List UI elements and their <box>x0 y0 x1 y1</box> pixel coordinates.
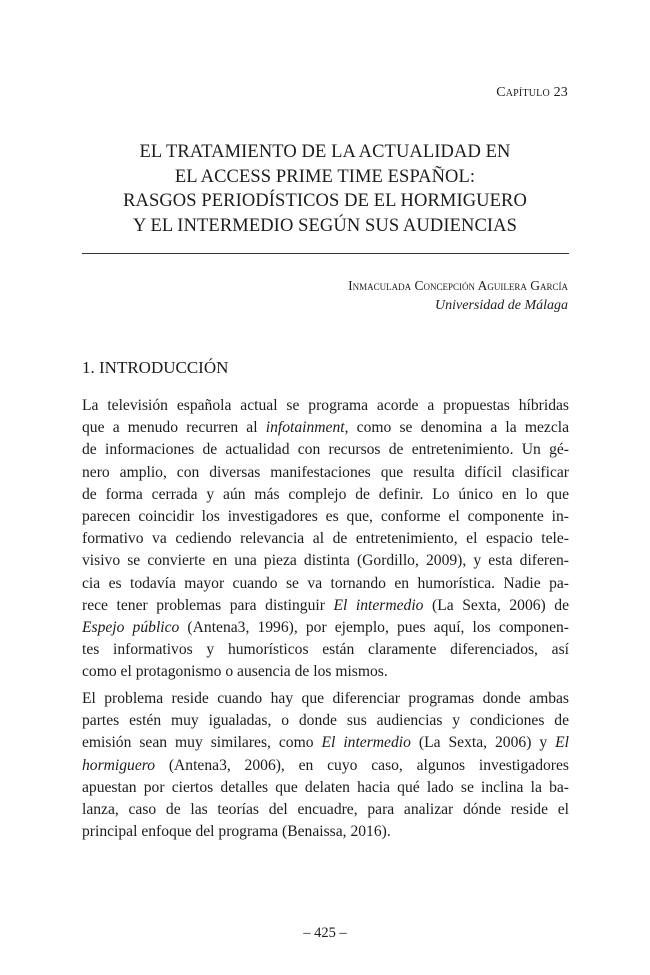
text-line <box>82 639 569 661</box>
text-run: , como se denomina a la mezcla <box>344 419 569 437</box>
text-run: formativo va cediendo relevancia al de entretenimiento, el espacio tele- <box>82 530 569 548</box>
title-line: RASGOS PERIODÍSTICOS DE EL HORMIGUERO <box>123 191 527 211</box>
text-line <box>82 661 569 683</box>
author-name: Inmaculada Concepción Aguilera García <box>348 278 568 293</box>
text-run: partes estén muy igualadas, o donde sus audiencias y condiciones de <box>82 712 569 730</box>
text-run: cia es todavía mayor cuando se va tornando en humorística. Nadie pa- <box>82 574 569 592</box>
text-line <box>82 777 569 799</box>
text-line <box>82 755 569 777</box>
text-run: principal enfoque del programa (Benaissa, 2016). <box>82 823 391 841</box>
text-line <box>82 550 569 572</box>
text-run: (La Sexta, 2006) y <box>410 734 556 752</box>
italic-title: Espejo público <box>82 618 180 636</box>
italic-title: infotainment <box>265 419 345 437</box>
text-run: (Antena3, 2006), en cuyo caso, algunos investigadores <box>155 756 569 774</box>
text-line <box>82 417 569 439</box>
title-line: EL TRATAMIENTO DE LA ACTUALIDAD EN <box>139 142 511 162</box>
title-line: EL ACCESS PRIME TIME ESPAÑOL: <box>174 166 476 187</box>
text-run: visivo se convierte en una pieza distinta (Gordillo, 2009), y esta diferen- <box>82 552 569 570</box>
text-line <box>82 573 569 595</box>
title-line: Y EL INTERMEDIO SEGÚN SUS AUDIENCIAS <box>132 215 518 236</box>
text-run: nero amplio, con diversas manifestaciones que resulta difícil clasificar <box>82 463 569 481</box>
title-divider <box>82 253 569 254</box>
text-line <box>82 506 569 528</box>
author-affiliation: Universidad de Málaga <box>435 298 568 313</box>
text-run: El problema reside cuando hay que diferenciar programas donde ambas <box>82 690 569 707</box>
text-line <box>82 617 569 639</box>
paragraph-2 <box>82 688 569 843</box>
text-line <box>82 462 569 484</box>
section-heading: 1. INTRODUCCIÓN <box>82 358 229 377</box>
chapter-label: Capítulo 23 <box>496 85 568 100</box>
text-run: tes informativos y humorísticos están claramente diferenciados, así <box>82 641 569 659</box>
text-line <box>82 799 569 821</box>
text-run: rece tener problemas para distinguir <box>82 596 334 614</box>
text-line <box>82 395 569 417</box>
italic-title: hormiguero <box>82 756 156 774</box>
text-run: de informaciones de actualidad con recursos de entretenimiento. Un gé- <box>82 441 569 459</box>
page-number: – 425 – <box>303 925 347 941</box>
text-run: (Antena3, 1996), por ejemplo, pues aquí, los componen- <box>179 618 569 636</box>
text-run: de forma cerrada y aún más complejo de definir. Lo único en lo que <box>82 485 569 503</box>
text-run: lanza, caso de las teorías del encuadre, para analizar dónde reside el <box>82 800 569 818</box>
text-line <box>82 821 569 843</box>
text-line <box>82 595 569 617</box>
text-run: parecen coincidir los investigadores es que, conforme el componente in- <box>82 507 569 525</box>
text-line <box>82 439 569 461</box>
text-line <box>82 732 569 754</box>
text-line <box>82 484 569 506</box>
text-line <box>82 710 569 732</box>
text-run: (La Sexta, 2006) de <box>423 596 570 614</box>
text-run: emisión sean muy similares, como <box>82 734 322 752</box>
italic-title: El intermedio <box>333 596 424 614</box>
text-run: que a menudo recurren al <box>82 419 266 437</box>
chapter-title <box>82 140 568 238</box>
italic-title: El intermedio <box>321 734 411 752</box>
text-line <box>82 528 569 550</box>
paragraph-1 <box>82 395 569 683</box>
text-line <box>82 688 569 710</box>
text-run: apuestan por ciertos detalles que delaten hacia qué lado se inclina la ba- <box>82 778 569 796</box>
text-run: como el protagonismo o ausencia de los mismos. <box>82 663 388 681</box>
italic-title: El <box>555 734 569 752</box>
text-run: La televisión española actual se programa acorde a propuestas híbridas <box>82 397 569 414</box>
